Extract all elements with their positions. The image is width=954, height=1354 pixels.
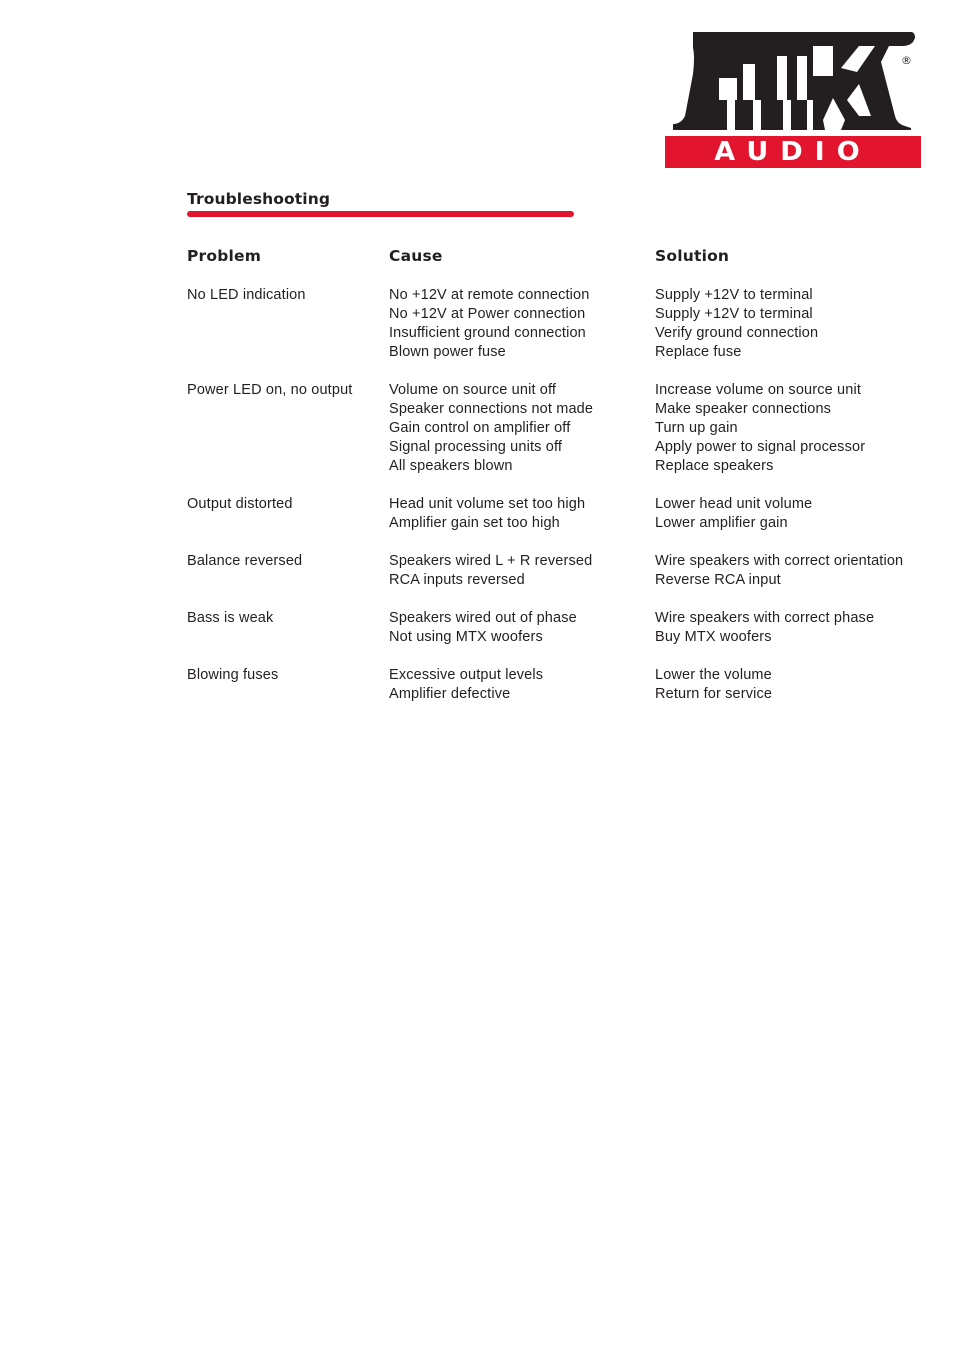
solution-line: Verify ground connection — [655, 325, 819, 341]
solution-cell — [655, 286, 818, 362]
troubleshooting-table — [0, 286, 954, 723]
solution-line: Turn up gain — [655, 420, 738, 436]
problem-text: Power LED on, no output — [187, 382, 353, 398]
header-problem: Problem — [187, 247, 262, 265]
problem-cell — [187, 552, 302, 571]
cause-line: Speakers wired L + R reversed — [389, 553, 593, 569]
cause-line: Not using MTX woofers — [389, 629, 543, 645]
solution-line: Lower head unit volume — [655, 496, 813, 512]
solution-line: Reverse RCA input — [655, 572, 781, 588]
cause-line: All speakers blown — [389, 458, 513, 474]
cause-line: No +12V at Power connection — [389, 306, 586, 322]
solution-line: Supply +12V to terminal — [655, 306, 813, 322]
section-title: Troubleshooting — [187, 190, 331, 208]
mtx-audio-logo — [663, 28, 923, 170]
solution-line: Lower the volume — [655, 667, 772, 683]
table-row — [0, 495, 954, 533]
cause-line: Blown power fuse — [389, 344, 506, 360]
solution-line: Buy MTX woofers — [655, 629, 772, 645]
table-row — [0, 552, 954, 590]
cause-cell — [389, 666, 543, 704]
table-row — [0, 286, 954, 362]
cause-cell — [389, 552, 592, 590]
solution-cell — [655, 666, 772, 704]
header-solution: Solution — [655, 247, 730, 265]
solution-line: Wire speakers with correct phase — [655, 610, 875, 626]
logo-mtx-wordmark — [673, 32, 915, 130]
cause-line: Amplifier defective — [389, 686, 511, 702]
cause-cell — [389, 495, 585, 533]
solution-line: Wire speakers with correct orientation — [655, 553, 904, 569]
cause-line: Head unit volume set too high — [389, 496, 586, 512]
cause-line: Speakers wired out of phase — [389, 610, 577, 626]
problem-cell — [187, 495, 293, 514]
cause-line: RCA inputs reversed — [389, 572, 525, 588]
cause-line: Speaker connections not made — [389, 401, 594, 417]
problem-cell — [187, 381, 352, 400]
title-underline — [187, 211, 574, 217]
cause-line: Insufficient ground connection — [389, 325, 586, 341]
solution-line: Supply +12V to terminal — [655, 287, 813, 303]
cause-line: Volume on source unit off — [389, 382, 557, 398]
problem-text: Bass is weak — [187, 610, 274, 626]
solution-line: Return for service — [655, 686, 773, 702]
solution-cell — [655, 495, 812, 533]
logo-registered-mark: ® — [901, 54, 912, 67]
cause-line: Signal processing units off — [389, 439, 563, 455]
solution-line: Increase volume on source unit — [655, 382, 861, 398]
problem-cell — [187, 286, 306, 305]
problem-cell — [187, 666, 278, 685]
solution-line: Replace fuse — [655, 344, 742, 360]
header-cause: Cause — [389, 247, 443, 265]
problem-text: Balance reversed — [187, 553, 303, 569]
cause-line: Gain control on amplifier off — [389, 420, 571, 436]
solution-cell — [655, 552, 903, 590]
solution-cell — [655, 609, 874, 647]
solution-line: Apply power to signal processor — [655, 439, 866, 455]
solution-cell — [655, 381, 865, 476]
solution-line: Lower amplifier gain — [655, 515, 788, 531]
cause-cell — [389, 381, 593, 476]
cause-cell — [389, 609, 577, 647]
logo-audio-text: AUDIO — [714, 137, 872, 167]
problem-text: Blowing fuses — [187, 667, 279, 683]
problem-cell — [187, 609, 273, 628]
problem-text: Output distorted — [187, 496, 293, 512]
cause-line: Excessive output levels — [389, 667, 544, 683]
cause-cell — [389, 286, 589, 362]
table-row — [0, 666, 954, 704]
cause-line: Amplifier gain set too high — [389, 515, 560, 531]
solution-line: Make speaker connections — [655, 401, 832, 417]
table-row — [0, 609, 954, 647]
problem-text: No LED indication — [187, 287, 306, 303]
solution-line: Replace speakers — [655, 458, 774, 474]
table-row — [0, 381, 954, 476]
cause-line: No +12V at remote connection — [389, 287, 590, 303]
